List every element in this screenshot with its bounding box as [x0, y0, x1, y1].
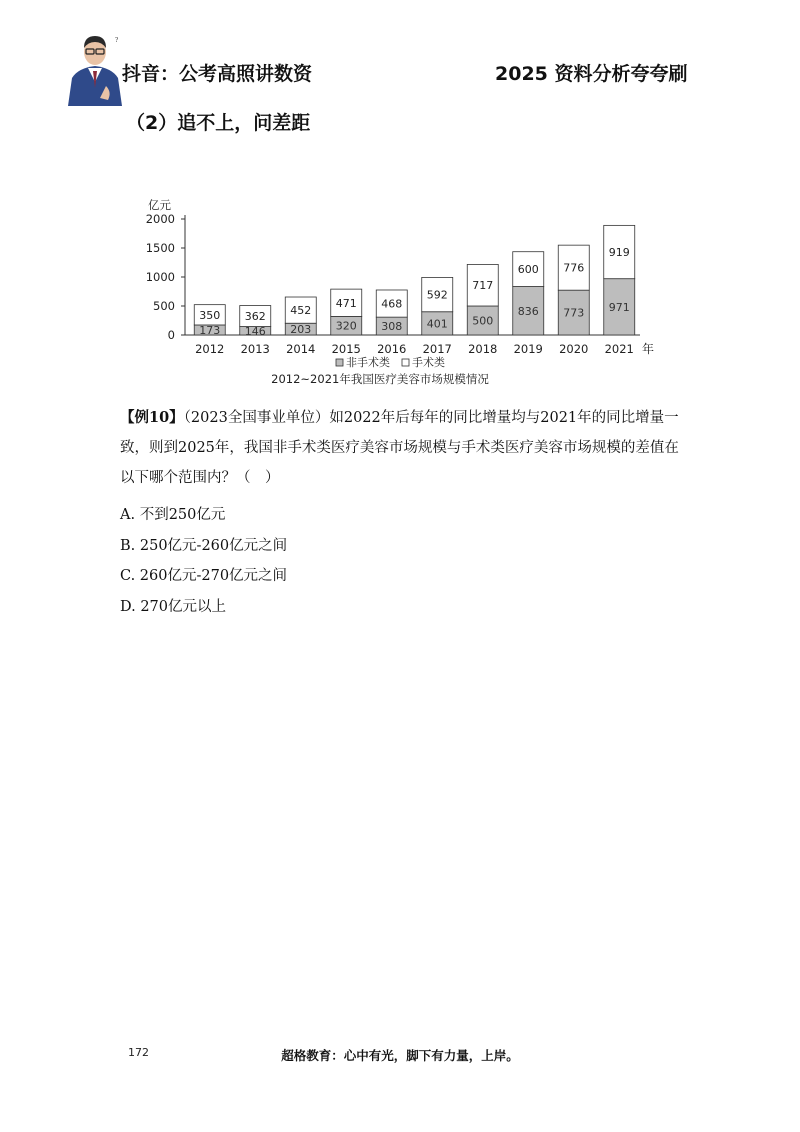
- data-label-surgical: 717: [472, 279, 494, 293]
- y-tick-label: 2000: [145, 212, 175, 226]
- chart-legend: [271, 355, 489, 386]
- header-right-title: 2025 资料分析夸夸刷: [495, 63, 688, 85]
- stacked-bar-chart: [140, 190, 660, 402]
- question-tag: 【例10】: [120, 409, 184, 426]
- x-tick-label: 2021: [604, 342, 634, 356]
- question: [120, 403, 690, 493]
- option-c[interactable]: C. 260亿元-270亿元之间: [120, 568, 288, 584]
- data-label-nonsurgical: 320: [335, 319, 357, 333]
- data-label-surgical: 471: [335, 296, 357, 310]
- question-text: （2023全国事业单位）如2022年后每年的同比增量均与2021年的同比增量一致，则到2025年，我国非手术类医疗美容市场规模与手术类医疗美容市场规模的差值在以下哪个范围内？（ ）: [120, 410, 679, 486]
- option-a[interactable]: A. 不到250亿元: [120, 507, 226, 523]
- answer-options: [120, 500, 287, 622]
- data-label-nonsurgical: 173: [199, 323, 221, 337]
- legend-swatch-surgical: [402, 359, 409, 366]
- data-label-nonsurgical: 500: [472, 314, 494, 328]
- x-tick-label: 2020: [559, 342, 589, 356]
- y-axis-label: 亿元: [148, 198, 171, 212]
- data-label-surgical: 362: [244, 310, 266, 324]
- data-label-surgical: 350: [199, 308, 221, 322]
- page-number: 172: [128, 1046, 149, 1059]
- legend-label-nonsurgical: 非手术类: [346, 356, 390, 369]
- x-tick-label: 2014: [286, 342, 316, 356]
- data-label-surgical: 600: [517, 263, 539, 277]
- svg-text:?: ?: [115, 37, 119, 44]
- legend-label-surgical: 手术类: [412, 356, 445, 369]
- chart-title: 2012~2021年我国医疗美容市场规模情况: [271, 372, 489, 386]
- x-tick-label: 2018: [468, 342, 498, 356]
- y-tick-label: 500: [153, 299, 175, 313]
- legend-swatch-nonsurgical: [336, 359, 343, 366]
- x-tick-label: 2017: [422, 342, 452, 356]
- x-tick-label: 2015: [331, 342, 361, 356]
- y-tick-label: 0: [167, 328, 175, 342]
- option-b[interactable]: B. 250亿元-260亿元之间: [120, 537, 288, 554]
- data-label-nonsurgical: 401: [426, 317, 448, 331]
- data-label-nonsurgical: 971: [608, 300, 630, 314]
- x-tick-label: 2013: [240, 342, 270, 356]
- data-label-nonsurgical: 773: [563, 306, 585, 320]
- x-axis-label: 年: [642, 342, 655, 356]
- y-tick-label: 1500: [145, 241, 175, 255]
- data-label-surgical: 919: [608, 246, 630, 260]
- header-left-title: 抖音：公考高照讲数资: [122, 63, 313, 85]
- data-label-surgical: 592: [426, 288, 448, 302]
- data-label-surgical: 776: [563, 261, 585, 275]
- data-label-surgical: 468: [381, 297, 403, 311]
- x-tick-label: 2012: [195, 342, 225, 356]
- footer-slogan: 超格教育：心中有光，脚下有力量，上岸。: [281, 1048, 519, 1063]
- data-label-nonsurgical: 146: [244, 324, 266, 338]
- x-tick-label: 2019: [513, 342, 543, 356]
- y-tick-label: 1000: [145, 270, 175, 284]
- presenter-avatar: [66, 30, 124, 106]
- option-d[interactable]: D. 270亿元以上: [120, 598, 227, 615]
- data-label-nonsurgical: 203: [290, 323, 312, 337]
- data-label-nonsurgical: 308: [381, 320, 403, 334]
- data-label-surgical: 452: [290, 304, 312, 318]
- x-tick-label: 2016: [377, 342, 407, 356]
- section-title: （2）追不上，问差距: [126, 112, 311, 134]
- data-label-nonsurgical: 836: [517, 304, 539, 318]
